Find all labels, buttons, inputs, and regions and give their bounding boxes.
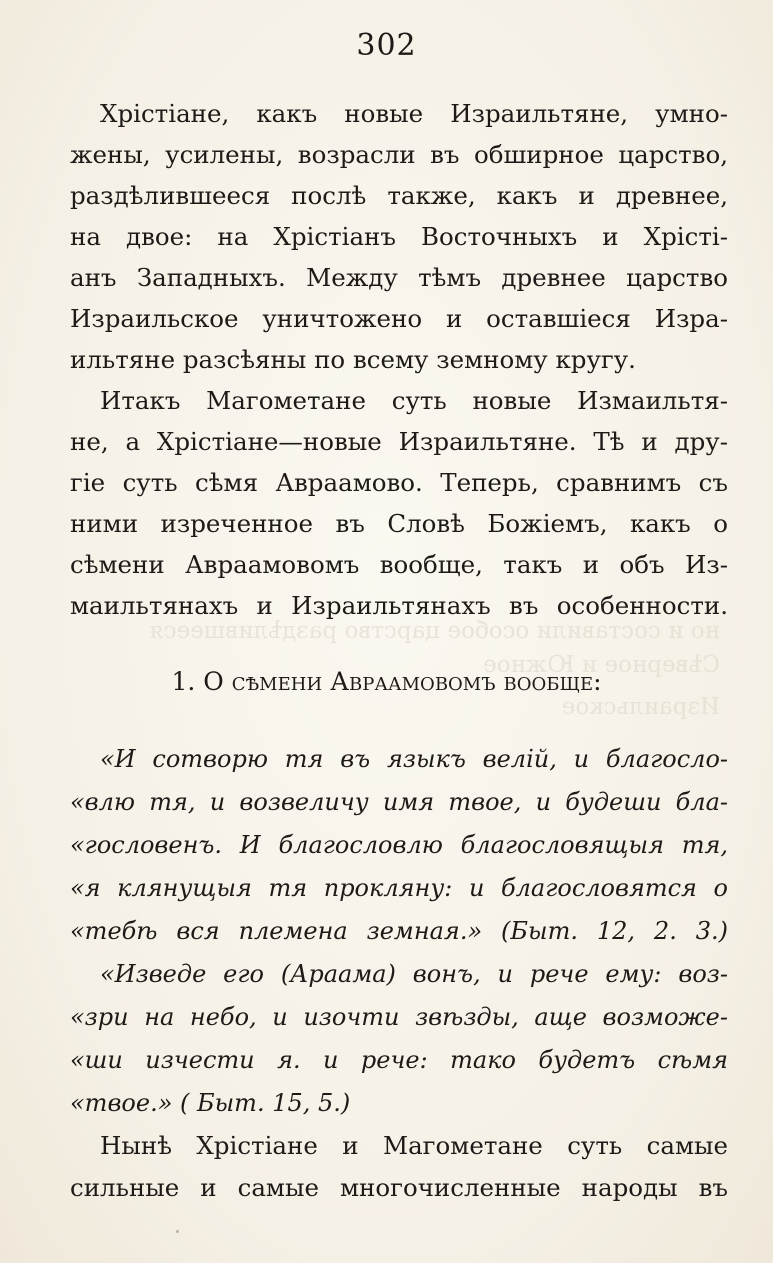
text-line: анъ Западныхъ. Между тѣмъ древнее царство <box>70 263 728 292</box>
text-line: маильтянахъ и Израильтянахъ въ особенности. <box>70 591 728 620</box>
show-through-text: но и составили особое царство раздѣлившееся <box>149 618 720 644</box>
text-line: ними изреченное въ Словѣ Божіемъ, какъ о <box>70 509 728 538</box>
quote-line: «Изведе его (Араама) вонъ, и рече ему: воз- <box>100 960 728 988</box>
quote-line: «И сотворю тя въ языкъ велій, и благосло- <box>100 745 728 773</box>
show-through-text: Сѣверное и Южное <box>483 652 720 678</box>
text-line: на двое: на Хрістіанъ Восточныхъ и Хрісті- <box>70 222 728 251</box>
quote-line: «влю тя, и возвеличу имя твое, и будеши бла- <box>70 788 728 816</box>
quote-line: «я клянущыя тя прокляну: и благословятся о <box>70 874 728 902</box>
text-line: сильные и самые многочисленные народы въ <box>70 1173 728 1202</box>
text-line: гіе суть сѣмя Авраамово. Теперь, сравнимъ съ <box>70 468 728 497</box>
quote-line: «твое.» ( Быт. 15, 5.) <box>70 1089 351 1117</box>
quote-line: «тебѣ вся племена земная.» (Быт. 12, 2. 3.) <box>70 917 728 945</box>
text-line: жены, усилены, возрасли въ обширное царство, <box>70 140 728 169</box>
quote-line: «гословенъ. И благословлю благословящыя тя, <box>70 831 728 859</box>
text-line: Хрістіане, какъ новые Израильтяне, умно- <box>100 99 728 128</box>
text-line: ильтяне разсѣяны по всему земному кругу. <box>70 345 636 374</box>
text-line: Израильское уничтожено и оставшіеся Изра- <box>70 304 728 333</box>
quote-line: «ши изчести я. и рече: тако будетъ сѣмя <box>70 1046 728 1074</box>
text-line: сѣмени Авраамовомъ вообще, такъ и объ Из- <box>70 550 728 579</box>
quote-line: «зри на небо, и изочти звѣзды, аще возможе- <box>70 1003 728 1031</box>
text-line: Нынѣ Хрістіане и Магометане суть самые <box>100 1131 728 1160</box>
section-heading: 1. О сѣмени Авраамовомъ вообще: <box>171 667 602 696</box>
text-line: раздѣлившееся послѣ также, какъ и древнее, <box>70 181 728 210</box>
text-line: не, а Хрістіане—новые Израильтяне. Тѣ и дру- <box>70 427 728 456</box>
page-number: 302 <box>356 28 417 63</box>
show-through-text: Израильское <box>561 694 720 720</box>
text-line: Итакъ Магометане суть новые Измаильтя- <box>100 386 728 415</box>
paper-speck <box>176 1230 179 1233</box>
